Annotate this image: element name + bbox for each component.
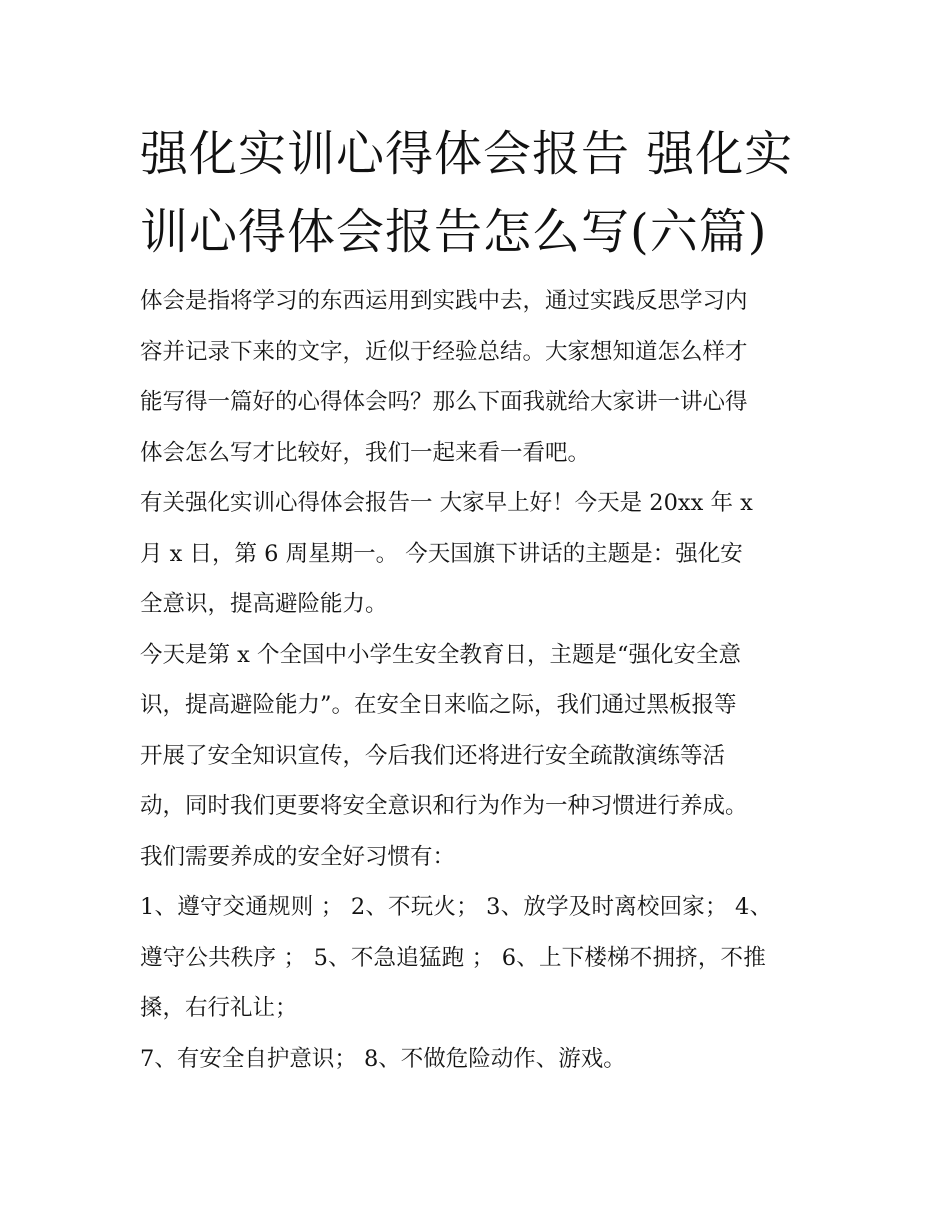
text-line: 体会怎么写才比较好，我们一起来看一看吧。 xyxy=(140,439,591,466)
text-line: 我们需要养成的安全好习惯有： xyxy=(140,843,456,870)
text-line: 容并记录下来的文字，近似于经验总结。大家想知道怎么样才 xyxy=(140,338,748,365)
text-line: 动，同时我们更要将安全意识和行为作为一种习惯进行养成。 xyxy=(140,793,748,819)
text-line: 开展了安全知识宣传，今后我们还将进行安全疏散演练等活 xyxy=(140,742,726,769)
paragraph-report-one xyxy=(140,478,815,630)
text-line: 全意识，提高避险能力。 xyxy=(140,591,388,617)
text-line: 1、遵守交通规则 ； 2、不玩火； 3、放学及时离校回家； 4、 xyxy=(140,894,773,920)
text-line: 遵守公共秩序 ； 5、不急追猛跑 ； 6、上下楼梯不拥挤，不推 xyxy=(140,944,766,971)
text-line: 能写得一篇好的心得体会吗？那么下面我就给大家讲一讲心得 xyxy=(140,389,748,415)
text-line: 有关强化实训心得体会报告一 大家早上好！今天是 20xx 年 x xyxy=(140,490,753,516)
paragraph-habits-list xyxy=(140,882,815,1034)
document-title: 强化实训心得体会报告 强化实训心得体会报告怎么写(六篇) xyxy=(140,126,794,260)
paragraph-safety-day xyxy=(140,630,815,883)
document-body xyxy=(140,276,815,1084)
paragraph-intro xyxy=(140,276,815,478)
text-line: 体会是指将学习的东西运用到实践中去，通过实践反思学习内 xyxy=(140,288,748,314)
text-line: 月 x 日，第 6 周星期一。 今天国旗下讲话的主题是：强化安 xyxy=(140,540,743,567)
text-line: 7、有安全自护意识； 8、不做危险动作、游戏。 xyxy=(140,1045,626,1072)
text-line: 识，提高避险能力”。在安全日来临之际，我们通过黑板报等 xyxy=(140,692,737,718)
text-line: 今天是第 x 个全国中小学生安全教育日，主题是“强化安全意 xyxy=(140,641,741,668)
paragraph-habits-list-continued xyxy=(140,1034,815,1085)
text-line: 搡，右行礼让； xyxy=(140,995,298,1021)
